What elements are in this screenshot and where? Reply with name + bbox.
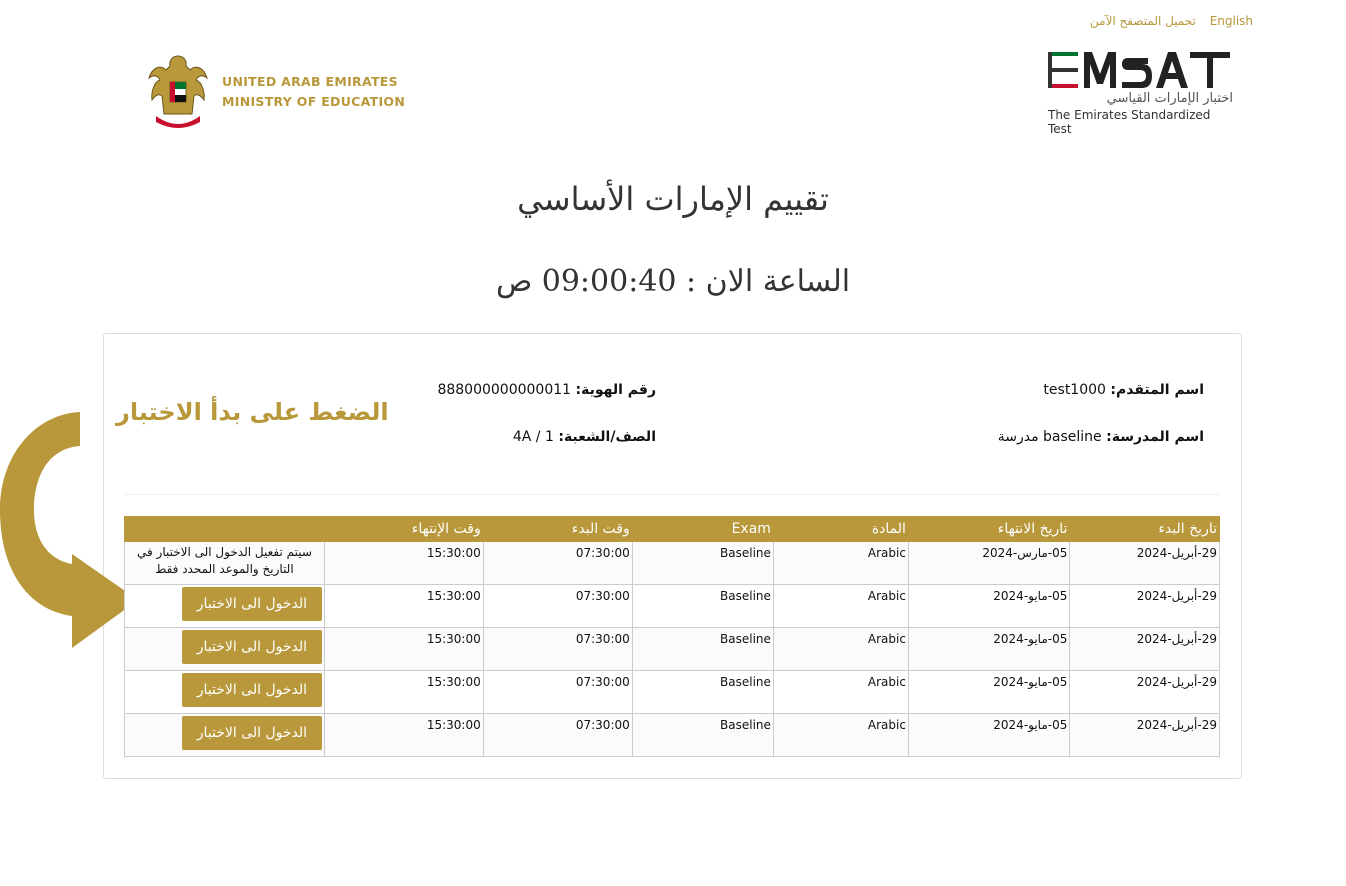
cell-subject: Arabic — [773, 714, 908, 757]
table-header-row — [125, 517, 1220, 542]
cell-start-time: 07:30:00 — [483, 628, 632, 671]
moe-line1: UNITED ARAB EMIRATES — [222, 74, 398, 89]
header-subject: المادة — [773, 517, 908, 542]
cell-start-time: 07:30:00 — [483, 671, 632, 714]
emsat-wordmark — [1048, 52, 1230, 88]
table-row — [125, 671, 1220, 714]
moe-logo — [146, 52, 405, 132]
student-name-value: test1000 — [1043, 382, 1106, 398]
student-id-row — [437, 382, 656, 398]
student-id-label: رقم الهوية: — [575, 382, 656, 398]
cell-end-date: 05-مايو-2024 — [908, 714, 1069, 757]
cell-subject: Arabic — [773, 628, 908, 671]
cell-end-date: 05-مايو-2024 — [908, 585, 1069, 628]
enter-exam-button[interactable]: الدخول الى الاختبار — [182, 716, 322, 750]
enter-exam-button[interactable]: الدخول الى الاختبار — [182, 587, 322, 621]
cell-end-time: 15:30:00 — [324, 542, 483, 585]
student-id-value: 888000000000011 — [437, 382, 572, 398]
header-start-time: وقت البدء — [483, 517, 632, 542]
header-end-date: تاريخ الانتهاء — [908, 517, 1069, 542]
cell-end-date: 05-مايو-2024 — [908, 628, 1069, 671]
cell-exam: Baseline — [632, 542, 773, 585]
cell-end-time: 15:30:00 — [324, 714, 483, 757]
header-action — [125, 517, 325, 542]
cell-start-date: 29-أبريل-2024 — [1070, 714, 1220, 757]
cell-start-date: 29-أبريل-2024 — [1070, 628, 1220, 671]
cell-end-time: 15:30:00 — [324, 585, 483, 628]
page-title: تقييم الإمارات الأساسي — [517, 180, 829, 218]
cell-start-time: 07:30:00 — [483, 714, 632, 757]
school-label: اسم المدرسة: — [1106, 429, 1204, 445]
emsat-logo — [1048, 52, 1233, 136]
header-end-time: وقت الإنتهاء — [324, 517, 483, 542]
cell-end-time: 15:30:00 — [324, 671, 483, 714]
emsat-english: The Emirates Standardized Test — [1048, 108, 1211, 136]
language-link[interactable]: English — [1209, 14, 1254, 28]
table-row — [125, 714, 1220, 757]
class-row — [513, 429, 656, 445]
cell-start-time: 07:30:00 — [483, 542, 632, 585]
class-label: الصف/الشعبة: — [558, 429, 656, 445]
table-row — [125, 585, 1220, 628]
cell-subject: Arabic — [773, 542, 908, 585]
press-start-hint: الضغط على بدأ الاختبار — [116, 398, 389, 426]
header-exam: Exam — [632, 517, 773, 542]
table-row — [125, 542, 1220, 585]
student-name-row — [1043, 382, 1204, 398]
exams-table — [124, 516, 1220, 757]
curved-arrow-icon — [0, 410, 140, 655]
cell-start-time: 07:30:00 — [483, 585, 632, 628]
cell-start-date: 29-أبريل-2024 — [1070, 585, 1220, 628]
uae-eagle-emblem-icon — [146, 52, 210, 132]
top-links — [1090, 14, 1253, 28]
cell-subject: Arabic — [773, 671, 908, 714]
cell-end-date: 05-مايو-2024 — [908, 671, 1069, 714]
cell-exam: Baseline — [632, 628, 773, 671]
cell-exam: Baseline — [632, 671, 773, 714]
class-value: 1 / 4A — [512, 429, 554, 445]
moe-line2: MINISTRY OF EDUCATION — [222, 94, 406, 109]
cell-exam: Baseline — [632, 585, 773, 628]
cell-exam: Baseline — [632, 714, 773, 757]
divider — [124, 494, 1220, 495]
activation-notice: سيتم تفعيل الدخول الى الاختبار في التاريخ والموعد المحدد فقط — [125, 542, 325, 585]
cell-start-date: 29-أبريل-2024 — [1070, 542, 1220, 585]
table-row — [125, 628, 1220, 671]
clock-display: الساعة الان : 09:00:40 ص — [495, 264, 851, 299]
emsat-arabic: اختبار الإمارات القياسي — [1106, 91, 1233, 106]
secure-browser-link[interactable]: تحميل المتصفح الآمن — [1090, 14, 1196, 28]
enter-exam-button[interactable]: الدخول الى الاختبار — [182, 673, 322, 707]
cell-start-date: 29-أبريل-2024 — [1070, 671, 1220, 714]
student-name-label: اسم المتقدم: — [1110, 382, 1204, 398]
cell-end-date: 05-مارس-2024 — [908, 542, 1069, 585]
school-value: baseline مدرسة — [997, 429, 1102, 445]
cell-subject: Arabic — [773, 585, 908, 628]
header-start-date: تاريخ البدء — [1070, 517, 1220, 542]
cell-end-time: 15:30:00 — [324, 628, 483, 671]
school-row — [998, 429, 1204, 445]
enter-exam-button[interactable]: الدخول الى الاختبار — [182, 630, 322, 664]
